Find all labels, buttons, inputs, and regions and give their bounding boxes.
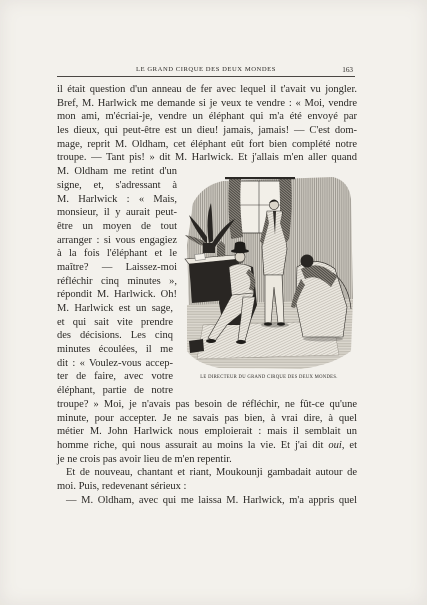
text-line: minutes écoulées, il me bbox=[57, 344, 173, 356]
text-segment: , et bbox=[341, 439, 357, 451]
page-header bbox=[57, 65, 355, 75]
curtain-rod bbox=[225, 177, 295, 179]
text-line: minute, pour accepter. Je ne savais pas bien, à vrai dire, à quel bbox=[57, 412, 357, 424]
running-head: LE GRAND CIRQUE DES DEUX MONDES bbox=[136, 66, 276, 73]
text-line: M. Oldham me retint d'un bbox=[57, 166, 177, 178]
text-line: Bref, M. Harlwick me demande si je veux te vendre : « Moi, vendre bbox=[57, 97, 357, 109]
text-line: dit : « Voulez-vous accep- bbox=[57, 357, 173, 369]
text-segment: homme riche, qui nous assurait au moins la vie. Et j'ai dit bbox=[57, 439, 329, 451]
text-line: ter de faire, avec votre bbox=[57, 371, 173, 383]
text-line: troupe. — Tant pis! » dit M. Harlwick. Et j'allais m'en aller quand bbox=[57, 152, 357, 164]
text-line: arranger : si vous engagiez bbox=[57, 234, 177, 246]
text-line: M. Harlwick est un sage, bbox=[57, 303, 173, 314]
illustration bbox=[183, 175, 355, 371]
text-line: métier M. John Harlwick nous emploierait : mais il semblait un bbox=[57, 426, 357, 438]
text-line: je ne crois pas avoir lieu de m'en repentir. bbox=[57, 453, 232, 465]
text-line: M. Harlwick : « Mais, bbox=[57, 193, 177, 205]
text-line: Et de nouveau, chantant et riant, Moukounji gambadait autour de bbox=[66, 467, 357, 479]
text-line: maître? — Laissez-moi bbox=[57, 261, 177, 273]
text-line: troupe? » Moi, je n'avais pas besoin de réfléchir, ne fût-ce qu'une bbox=[57, 398, 357, 410]
header-rule bbox=[57, 76, 355, 77]
text-line: moi. Puis, redevenant sérieux : bbox=[57, 480, 187, 492]
text-line bbox=[57, 439, 357, 453]
italic-word: oui bbox=[328, 439, 342, 451]
text-line: et qui sait vite prendre bbox=[57, 316, 173, 328]
text-line: éléphant, partie de notre bbox=[57, 385, 173, 397]
text-line: des décisions. Les cinq bbox=[57, 330, 173, 342]
text-line: réfléchir cinq minutes », bbox=[57, 275, 177, 287]
footstool bbox=[189, 339, 204, 353]
text-line: monsieur, il y aurait peut- bbox=[57, 207, 177, 219]
text-line: mage, reprit M. Oldham, cet éléphant eût fort bien complété notre bbox=[57, 138, 357, 150]
text-line: il était question d'un anneau de fer avec lequel il t'avait vu jongler. bbox=[57, 84, 357, 95]
text-line: signe, et, s'adressant à bbox=[57, 179, 177, 191]
text-line: être un moyen de tout bbox=[57, 220, 177, 232]
text-line: à la fois l'éléphant et le bbox=[57, 248, 177, 260]
page-number: 163 bbox=[342, 66, 353, 74]
text-line: — M. Oldham, avec qui me laissa M. Harlwick, m'a appris quel bbox=[66, 494, 357, 506]
text-line: répondit M. Harlwick. Oh! bbox=[57, 289, 177, 301]
text-line: mon ami, m'écriai-je, vendre un éléphant qui m'a été envoyé par bbox=[57, 111, 357, 123]
illustration-caption: LE DIRECTEUR DU GRAND CIRQUE DES DEUX MONDES. bbox=[200, 375, 338, 380]
text-line: les dieux, qui peut-être est un dieu! jamais, jamais! — C'est dom- bbox=[57, 125, 357, 137]
